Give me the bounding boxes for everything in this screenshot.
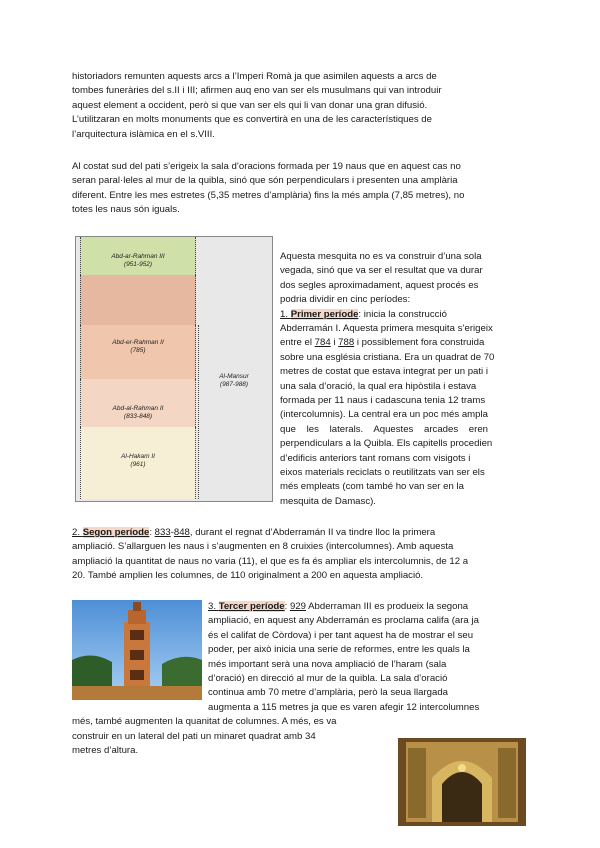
- text-line: dos segles aproximadament, aquest procés es: [280, 279, 479, 291]
- text-line: és el califat de Còrdova) i per tant aquest ha de mostrar el seu: [208, 629, 474, 641]
- text-line: ampliació. S’allarguen les naus i s’augmenten en 8 cruixies (intercolumnes). Amb aquesta: [72, 541, 454, 553]
- text-line: (intercolumnis). La central era un poc més ampla: [280, 409, 488, 421]
- text-line: metres d’altura.: [72, 745, 139, 756]
- period-3-paragraph: [208, 600, 528, 715]
- text-line: [280, 308, 528, 322]
- zone-label: Abd-ar-Rahman III: [111, 253, 165, 260]
- period-2-number: 2.: [72, 527, 81, 538]
- zone-label: Abd-al-Rahman II: [112, 405, 164, 412]
- text-line: ampliació la quantitat de naus no varia (11), el que es fa és ampliar els intercolumnis, de 12 a: [72, 555, 469, 567]
- period-1-intro: : inicia la construcció: [358, 308, 447, 320]
- period-1-paragraph: [280, 308, 528, 510]
- period-3-title: Tercer període: [218, 601, 285, 612]
- text-line: construir en un lateral del pati un minaret quadrat amb 34: [72, 730, 316, 742]
- text-line: 3. Tercer període: 929 Abderraman III es produeix la segona: [208, 601, 469, 612]
- prayer-hall-paragraph: [72, 160, 528, 218]
- text-line: aquest element a occident, però si que van ser els qui li van donar una gran difusió.: [72, 99, 428, 111]
- year-link-929[interactable]: 929: [289, 601, 306, 612]
- periods-intro: [280, 250, 528, 308]
- text-line: perpendiculars a la Quibla. Els capitells procedien: [280, 438, 493, 450]
- text-line: Aquesta mesquita no es va construir d’una sola: [280, 251, 482, 262]
- zone-date: (961): [130, 461, 146, 468]
- zone-label: Al-Mansur: [219, 373, 249, 380]
- text-line: d’edificis anteriors tant romans com visigots i: [280, 452, 471, 464]
- zone-abd-ar-rahman-iii: [80, 237, 196, 275]
- text-line: Abderramán I. Aquesta primera mesquita s’erigeix: [280, 323, 493, 334]
- text-line: vegada, sinó que va ser el resultat que va durar: [280, 265, 483, 277]
- minaret-tower-photo: [72, 600, 202, 700]
- text-line: tombes funeràries del s.II i III; afirmen auq eno van ser els musulmans qui van introduir: [72, 85, 442, 97]
- text-line: metres de costat que estava integrat per un pati i: [280, 366, 488, 378]
- text-line: formada per 11 naus i cadascuna tenia 12 trams: [280, 395, 486, 407]
- text-line: sobre una església cristiana. Era un quadrat de 70: [280, 351, 495, 363]
- text-line: l’arquitectura islàmica en el s.VIII.: [72, 128, 215, 140]
- year-link-784[interactable]: 784: [314, 337, 331, 349]
- zone-abd-al-rahman-ii: [80, 379, 196, 427]
- mihrab-photo: [398, 738, 526, 826]
- text-line: mesquita de Damasc).: [280, 495, 376, 507]
- text-line: Al costat sud del pati s’erigeix la sala d’oracions formada per 19 naus que en aquest cas no: [72, 161, 461, 172]
- text-line: entre el 784 i 788 i possiblement fora construida: [280, 337, 485, 349]
- text-line: historiadors remunten aquests arcs a l’Imperi Romà ja que asimilen aquests a arcs de: [72, 71, 437, 82]
- zone-al-mansur: [198, 325, 269, 499]
- text-line: L’utilitzaran en molts monuments que es convertirà en una de les característiques de: [72, 114, 432, 126]
- period-2-paragraph: [72, 526, 528, 584]
- text-line: més, també augmenten la quanitat de columnes. A més, es va: [72, 716, 337, 728]
- text-line: totes les naus són iguals.: [72, 204, 180, 216]
- text-line: poder, per això inicia una serie de reformes, entre les quals la: [208, 644, 470, 656]
- text-line: eixos materials reciclats o reutilitzats van ser els: [280, 467, 485, 479]
- text-line: ampliació, en aquest any Abderramán es proclama califa (ara ja: [208, 615, 479, 627]
- intro-paragraph: [72, 70, 528, 142]
- text-line: una sala d’oració, la qual era hipòstila i estava: [280, 380, 477, 392]
- zone-label: Abd-er-Rahman II: [112, 339, 164, 346]
- zone-courtyard: [80, 275, 196, 325]
- year-link-848[interactable]: 848: [173, 527, 190, 538]
- year-link-788[interactable]: 788: [338, 337, 355, 349]
- period-2-title: Segon període: [82, 527, 150, 538]
- zone-label: Al-Hakam II: [121, 453, 155, 460]
- text-line: continua amb 70 metre d’amplària, però la seua llargada: [208, 687, 448, 699]
- text-line: que les laterals. Aquestes arcades eren: [280, 423, 488, 435]
- zone-date: (833-848): [123, 413, 153, 420]
- year-link-833[interactable]: 833: [154, 527, 171, 538]
- zone-date: (785): [130, 347, 146, 354]
- zone-date: (951-952): [123, 261, 153, 268]
- text-line: podria dividir en cinc períodes:: [280, 294, 411, 306]
- text-line: d’oració) en direcció al mur de la quibla. La sala d’oració: [208, 673, 448, 685]
- zone-al-hakam-ii: [80, 427, 196, 499]
- zone-abd-er-rahman-ii-785: [80, 325, 196, 379]
- period-1-title: Primer període: [290, 308, 359, 320]
- zone-date: (987-988): [219, 381, 249, 388]
- text-line: 20. També amplien les columnes, de 110 originalment a 200 en aquesta ampliació.: [72, 570, 424, 582]
- text-line: seran paral·leles al mur de la quibla, sinó que són perpendiculars i presenten una amplària: [72, 175, 458, 187]
- text-line: augmenta a 115 metres ja que es varen afegir 12 intercolumnes: [208, 701, 480, 713]
- text-line: 2. Segon període: 833-848, durant el regnat d’Abderramán II va tindre lloc la primera: [72, 527, 436, 538]
- text-line: diferent. Entre les mes estretes (5,35 metres d’amplària) fins la més ampla (7,85 metres), no: [72, 189, 465, 201]
- mosque-plan-figure: [75, 236, 273, 502]
- text-line: més empleats (com també ho van ser en la: [280, 481, 464, 493]
- period-1-number: 1.: [280, 308, 289, 320]
- period-3-number: 3.: [208, 601, 217, 612]
- text-line: més important serà una nova ampliació de l’haram (sala: [208, 658, 447, 670]
